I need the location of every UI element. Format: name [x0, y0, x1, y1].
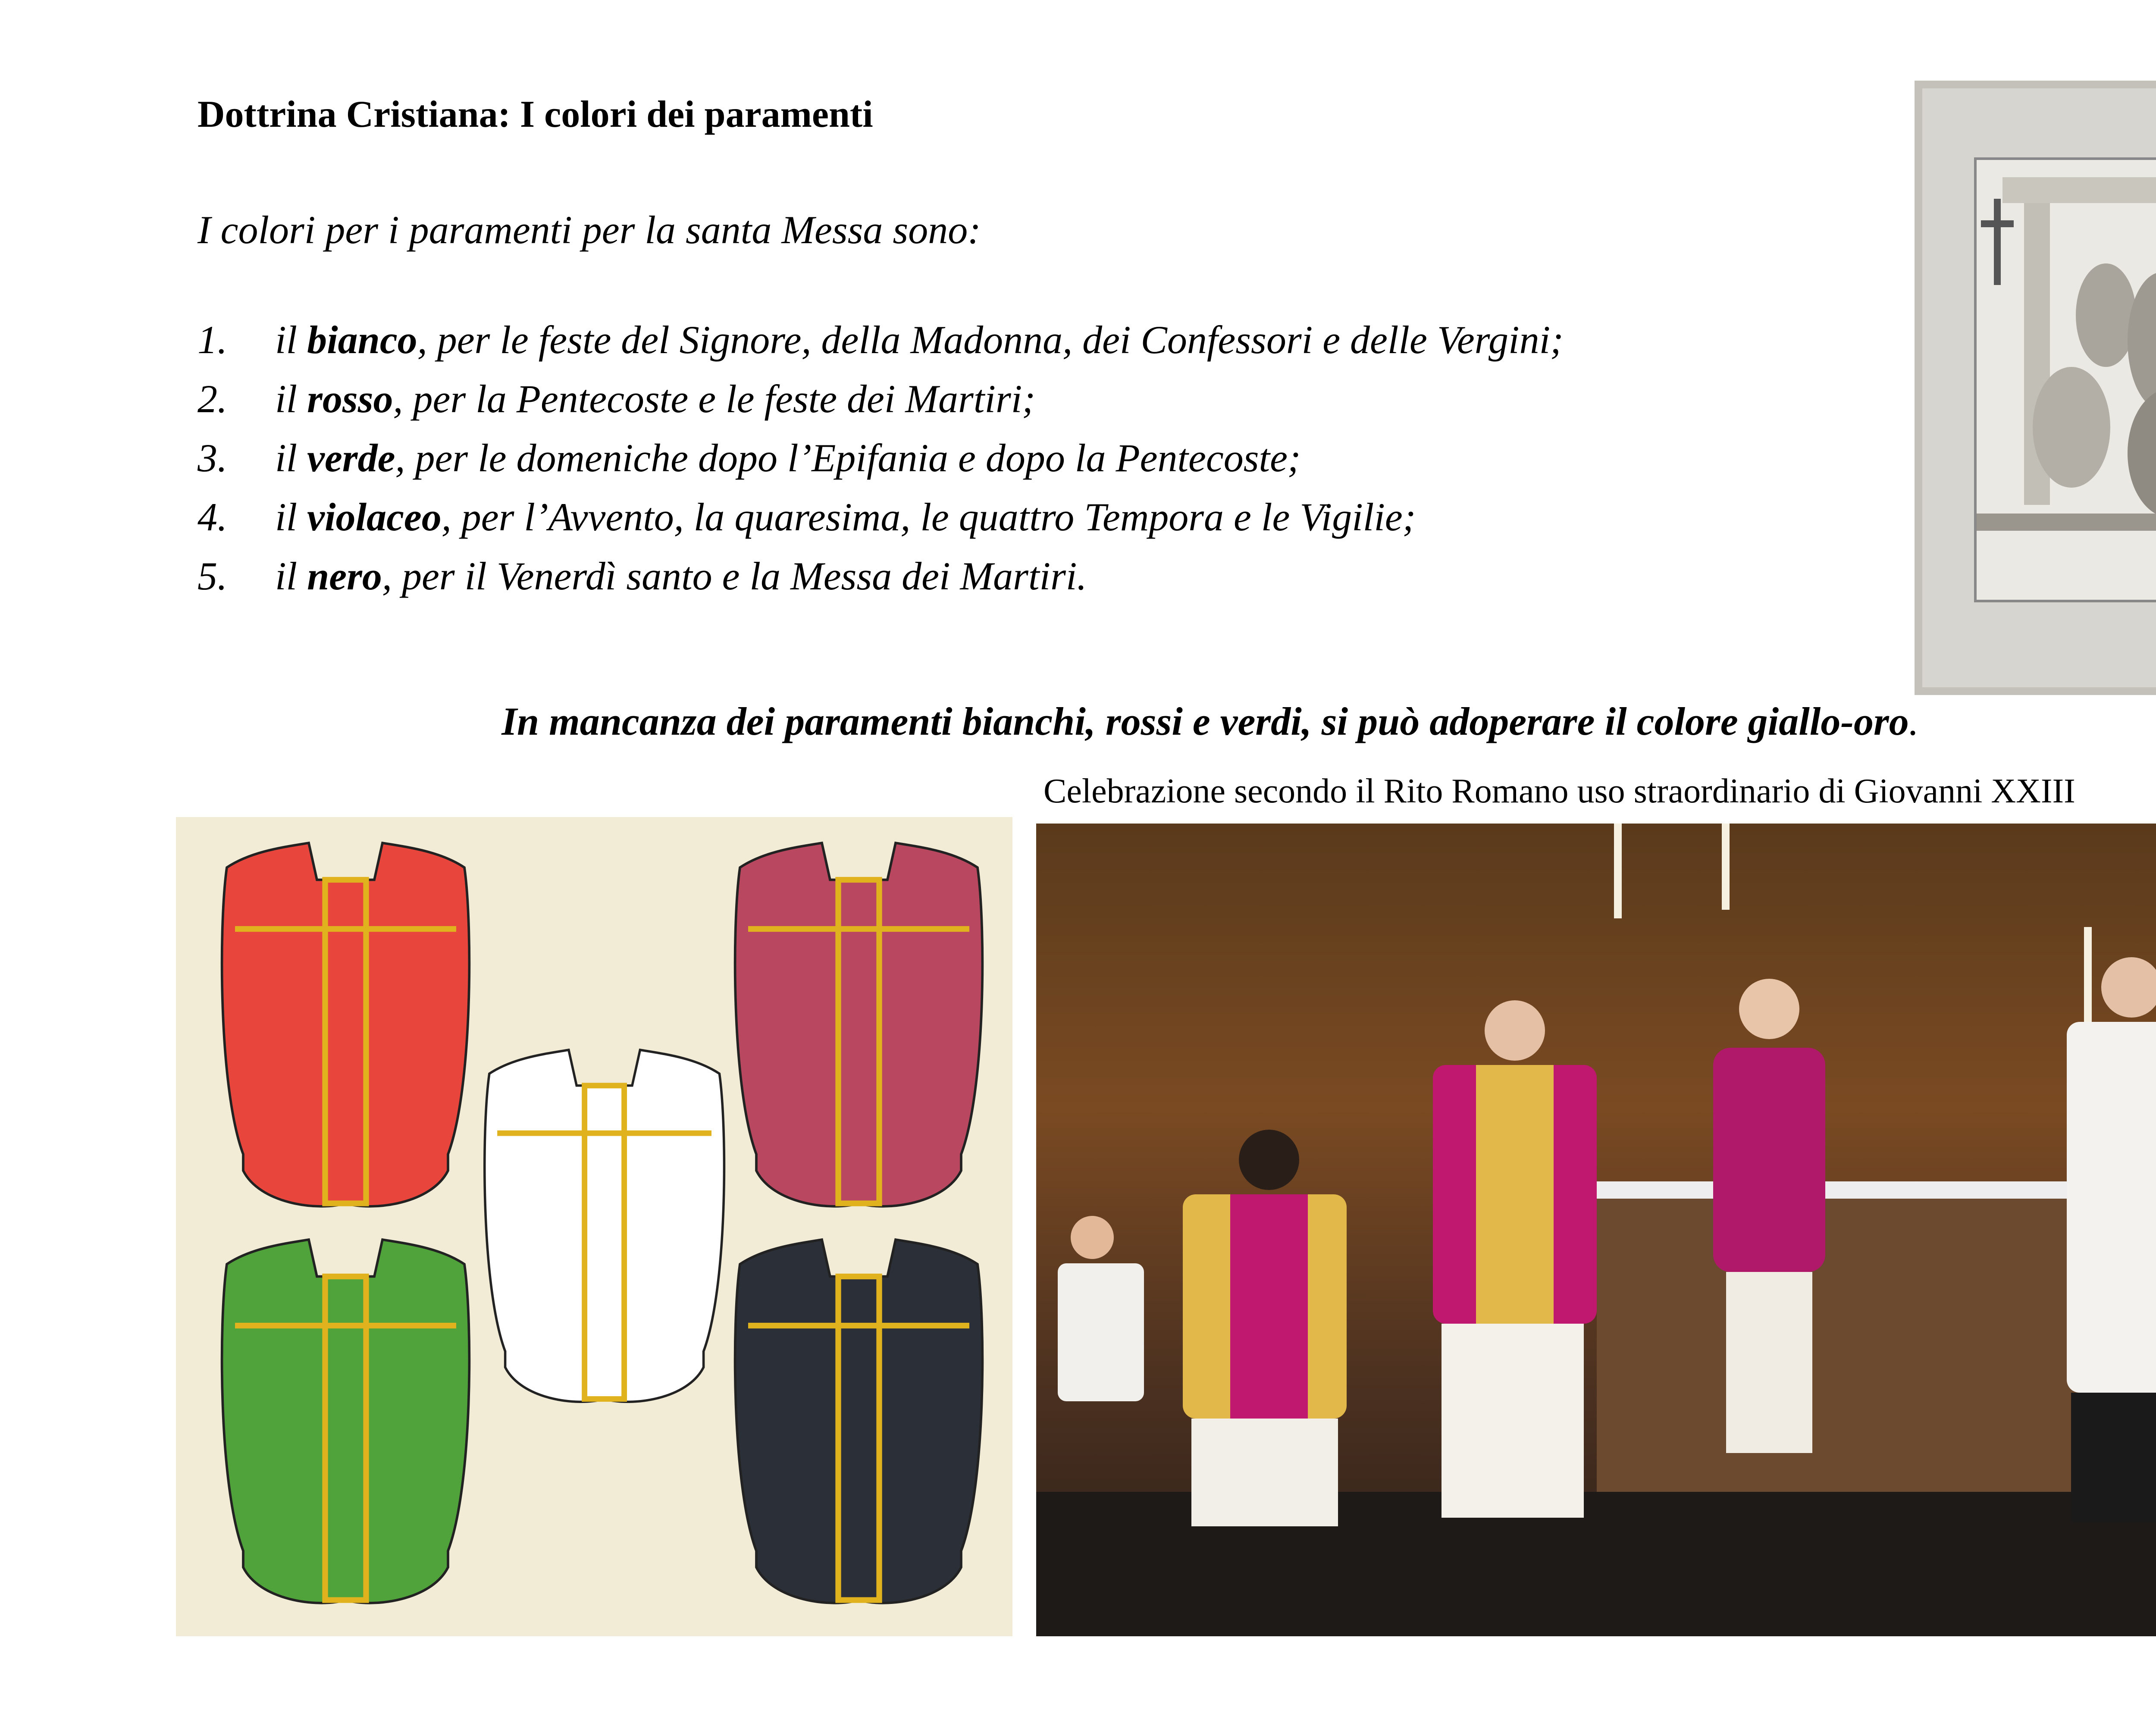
list-item [197, 488, 1564, 547]
list-item [197, 370, 1564, 429]
list-item [197, 310, 1564, 370]
chasuble-red [222, 843, 470, 1206]
intro-text: I colori per i paramenti per la santa Messa sono: [197, 208, 981, 252]
item-color: nero [307, 554, 382, 598]
photo-scene [1036, 824, 2156, 1636]
item-color: verde [307, 436, 395, 480]
item-prefix: il [275, 495, 307, 539]
item-description: , per le feste del Signore, della Madonna, dei Confessori e delle Vergini; [417, 318, 1564, 362]
vestment-colors-list [197, 310, 1564, 606]
engraving-illustration [1915, 81, 2156, 695]
note-period: . [1908, 699, 1919, 743]
mass-celebration-photo [1036, 824, 2156, 1636]
chasubles-illustration [176, 817, 1012, 1636]
item-description: , per la Pentecoste e le feste dei Martiri; [393, 377, 1035, 421]
item-description: , per il Venerdì santo e la Messa dei Martiri. [382, 554, 1087, 598]
photo-caption: Celebrazione secondo il Rito Romano uso straordinario di Giovanni XXIII [1044, 772, 2075, 810]
item-prefix: il [275, 377, 307, 421]
item-description: , per le domeniche dopo l’Epifania e dopo la Pentecoste; [395, 436, 1301, 480]
chasuble-green [222, 1240, 470, 1603]
item-number: 5. [197, 554, 227, 598]
item-number: 1. [197, 318, 227, 362]
engraving-scene [1974, 157, 2156, 602]
altar-boy-figure [1058, 1216, 1144, 1401]
list-item [197, 429, 1564, 488]
subdeacon-figure [1183, 1130, 1347, 1526]
note-text [0, 698, 2156, 744]
priest-figure [1713, 979, 1825, 1453]
engraving-drawing [1977, 160, 2156, 600]
item-number: 3. [197, 436, 227, 480]
item-color: bianco [307, 318, 417, 362]
server-figure [2067, 957, 2156, 1522]
chasuble-purple [735, 843, 983, 1206]
page-title: Dottrina Cristiana: I colori dei paramenti [197, 94, 873, 135]
chasubles-drawing [176, 817, 1012, 1636]
deacon-figure [1433, 1000, 1597, 1518]
item-number: 2. [197, 377, 227, 421]
note-main: In mancanza dei paramenti bianchi, rossi e verdi, si può adoperare il colore giallo-oro [501, 699, 1909, 743]
chasuble-black [735, 1240, 983, 1603]
item-prefix: il [275, 554, 307, 598]
item-color: violaceo [307, 495, 442, 539]
item-description: , per l’Avvento, la quaresima, le quattro Tempora e le Vigilie; [441, 495, 1416, 539]
item-prefix: il [275, 318, 307, 362]
list-item [197, 547, 1564, 606]
item-number: 4. [197, 495, 227, 539]
item-color: rosso [307, 377, 393, 421]
chasuble-white [485, 1050, 724, 1402]
item-prefix: il [275, 436, 307, 480]
